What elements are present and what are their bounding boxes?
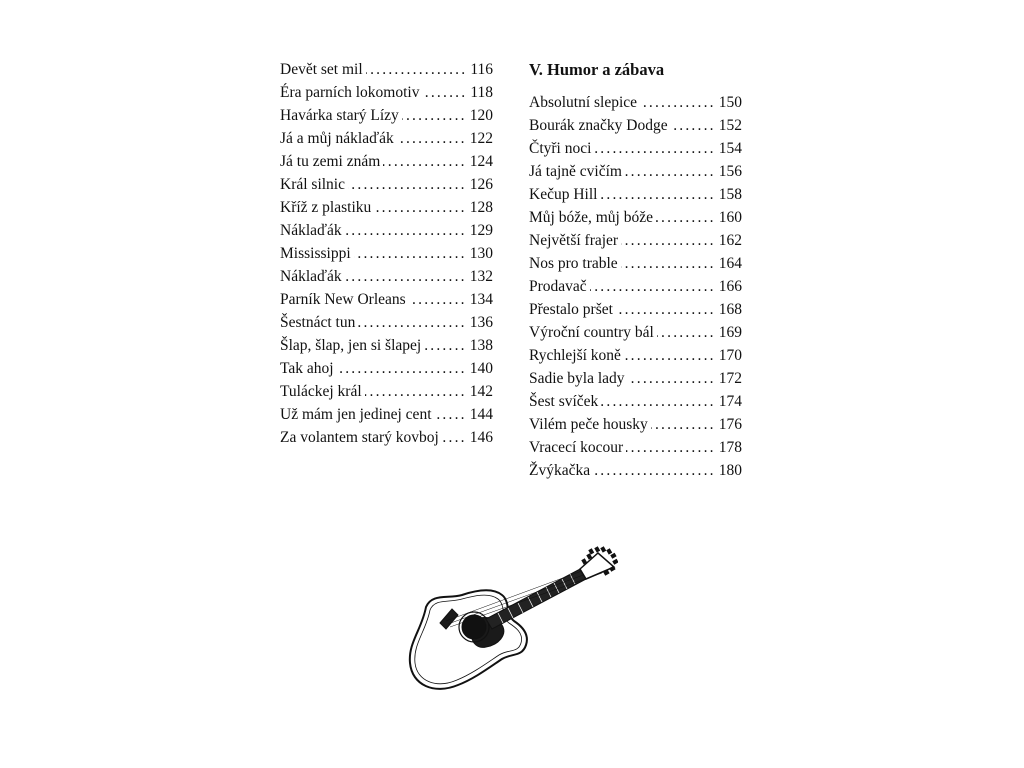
entry-page: 136 [469, 314, 493, 331]
entry-page: 176 [718, 416, 742, 433]
entry-page: 166 [718, 278, 742, 295]
entry-title: Kečup Hill [529, 186, 598, 203]
toc-entry [529, 114, 742, 137]
entry-title: Čtyři noci [529, 140, 592, 157]
toc-entry [529, 413, 742, 436]
toc-entry [529, 367, 742, 390]
dot-leader [590, 275, 716, 298]
dot-leader [626, 436, 716, 459]
entry-title: Já tajně cvičím [529, 163, 622, 180]
toc-left-column [280, 58, 493, 449]
entry-page: 158 [718, 186, 742, 203]
entry-title: Rychlejší koně [529, 347, 621, 364]
entry-title: Tuláckej král [280, 383, 362, 400]
toc-entry [280, 81, 493, 104]
entry-page: 180 [718, 462, 742, 479]
entry-page: 164 [718, 255, 742, 272]
entry-page: 156 [718, 163, 742, 180]
toc-entry [280, 242, 493, 265]
dot-leader [442, 426, 467, 449]
entry-page: 132 [469, 268, 493, 285]
entry-title: Král silnic [280, 176, 345, 193]
toc-entry [280, 357, 493, 380]
dot-leader [593, 459, 716, 482]
toc-entry [529, 436, 742, 459]
toc-entry [529, 321, 742, 344]
entry-page: 178 [718, 439, 742, 456]
entry-title: Šest svíček [529, 393, 599, 410]
toc-entry [529, 252, 742, 275]
dot-leader [374, 196, 466, 219]
entry-title: Výroční country bál [529, 324, 654, 341]
dot-leader [409, 288, 467, 311]
entry-title: Vilém peče housky [529, 416, 648, 433]
entry-title: Absolutní slepice [529, 94, 638, 111]
entry-title: Éra parních lokomotiv [280, 84, 420, 101]
toc-entry [529, 183, 742, 206]
toc-entry [280, 403, 493, 426]
entry-title: Šestnáct tun [280, 314, 356, 331]
toc-entry [529, 91, 742, 114]
entry-page: 129 [469, 222, 493, 239]
entry-title: Havárka starý Lízy [280, 107, 399, 124]
entry-title: Přestalo pršet [529, 301, 613, 318]
dot-leader [621, 229, 716, 252]
toc-entry [529, 344, 742, 367]
dot-leader [337, 357, 467, 380]
entry-title: Devět set mil [280, 61, 363, 78]
entry-title: Bourák značky Dodge [529, 117, 668, 134]
toc-entry [529, 390, 742, 413]
dot-leader [621, 252, 716, 275]
entry-page: 126 [469, 176, 493, 193]
dot-leader [594, 137, 715, 160]
entry-page: 144 [469, 406, 493, 423]
guitar-icon [402, 545, 618, 693]
dot-leader [366, 58, 468, 81]
dot-leader [651, 413, 716, 436]
entry-page: 152 [718, 117, 742, 134]
entry-title: Šlap, šlap, jen si šlapej [280, 337, 422, 354]
toc-entry [280, 380, 493, 403]
entry-page: 168 [718, 301, 742, 318]
dot-leader [397, 127, 467, 150]
entry-title: Už mám jen jedinej cent [280, 406, 432, 423]
entry-page: 169 [718, 324, 742, 341]
toc-entry [280, 265, 493, 288]
toc-entry [280, 311, 493, 334]
entry-page: 140 [469, 360, 493, 377]
toc-entry [529, 206, 742, 229]
dot-leader [625, 160, 716, 183]
entry-title: Nos pro trable [529, 255, 618, 272]
toc-entry [280, 426, 493, 449]
entry-page: 134 [469, 291, 493, 308]
dot-leader [624, 344, 716, 367]
toc-entry [529, 229, 742, 252]
toc-entry [280, 104, 493, 127]
entry-page: 146 [469, 429, 493, 446]
entry-title: Tak ahoj [280, 360, 334, 377]
entry-page: 138 [469, 337, 493, 354]
section-heading: V. Humor a zábava [529, 60, 665, 79]
dot-leader [348, 173, 467, 196]
toc-entry [280, 173, 493, 196]
entry-title: Já tu zemi znám [280, 153, 381, 170]
entry-page: 120 [469, 107, 493, 124]
entry-page: 172 [718, 370, 742, 387]
entry-page: 142 [469, 383, 493, 400]
toc-entry [280, 150, 493, 173]
dot-leader [345, 265, 467, 288]
dot-leader [435, 403, 467, 426]
dot-leader [600, 183, 715, 206]
entry-page: 116 [470, 61, 493, 78]
toc-entry [280, 196, 493, 219]
dot-leader [422, 81, 467, 104]
dot-leader [354, 242, 467, 265]
dot-leader [657, 321, 716, 344]
entry-title: Prodavač [529, 278, 587, 295]
entry-page: 128 [469, 199, 493, 216]
dot-leader [616, 298, 716, 321]
toc-entry [529, 137, 742, 160]
dot-leader [402, 104, 467, 127]
entry-page: 122 [469, 130, 493, 147]
entry-title: Vracecí kocour [529, 439, 624, 456]
entry-title: Mississippi [280, 245, 351, 262]
entry-page: 130 [469, 245, 493, 262]
entry-page: 162 [718, 232, 742, 249]
entry-title: Náklaďák [280, 222, 342, 239]
toc-entry [529, 459, 742, 482]
entry-title: Náklaďák [280, 268, 342, 285]
entry-page: 154 [718, 140, 742, 157]
dot-leader [628, 367, 716, 390]
entry-page: 124 [469, 153, 493, 170]
toc-right-column [529, 58, 742, 482]
dot-leader [358, 311, 466, 334]
dot-leader [345, 219, 467, 242]
toc-entry [529, 298, 742, 321]
toc-entry [280, 58, 493, 81]
toc-entry [529, 160, 742, 183]
entry-page: 170 [718, 347, 742, 364]
entry-page: 150 [718, 94, 742, 111]
toc-entry [280, 219, 493, 242]
toc-entry [280, 127, 493, 150]
entry-title: Největší frajer [529, 232, 619, 249]
dot-leader [365, 380, 467, 403]
entry-page: 174 [718, 393, 742, 410]
toc-entry [529, 275, 742, 298]
entry-title: Já a můj náklaďák [280, 130, 394, 147]
dot-leader [671, 114, 716, 137]
entry-title: Za volantem starý kovboj [280, 429, 439, 446]
dot-leader [601, 390, 715, 413]
dot-leader [424, 334, 467, 357]
toc-entry [280, 334, 493, 357]
entry-page: 160 [718, 209, 742, 226]
entry-title: Kříž z plastiku [280, 199, 372, 216]
dot-leader [656, 206, 716, 229]
toc-entry [280, 288, 493, 311]
dot-leader [640, 91, 716, 114]
entry-title: Sadie byla lady [529, 370, 625, 387]
entry-title: Parník New Orleans [280, 291, 406, 308]
entry-page: 118 [470, 84, 493, 101]
dot-leader [383, 150, 466, 173]
entry-title: Žvýkačka [529, 462, 591, 479]
entry-title: Můj bóže, můj bóže [529, 209, 653, 226]
